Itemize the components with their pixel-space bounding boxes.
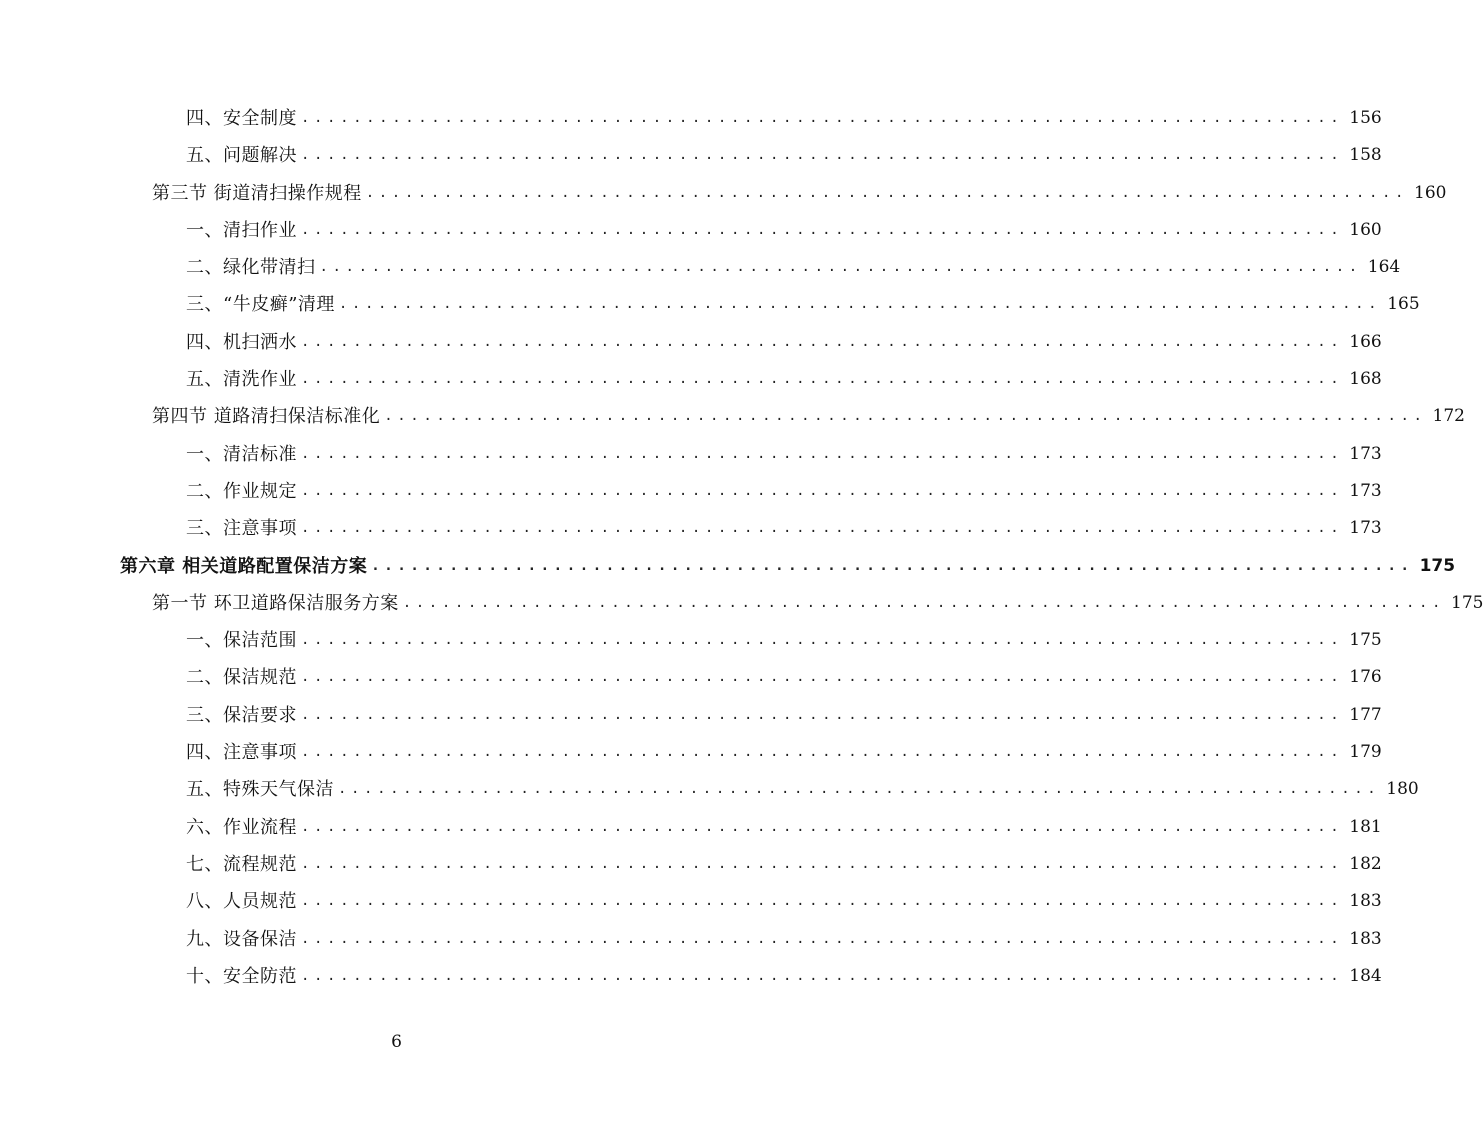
toc-entry-title: 六、作业流程	[186, 816, 297, 838]
toc-item-entry[interactable]	[0, 883, 1382, 920]
toc-entry-page: 160	[1349, 219, 1382, 240]
toc-item-entry[interactable]	[0, 473, 1382, 510]
toc-entry-title: 四、机扫洒水	[186, 331, 297, 353]
toc-entry-page: 175	[1349, 630, 1382, 651]
toc-entry-title: 第一节 环卫道路保洁服务方案	[152, 592, 399, 614]
toc-entry-title: 一、清洁标准	[186, 443, 297, 465]
toc-entry-title: 七、流程规范	[186, 853, 297, 875]
toc-entry-title: 九、设备保洁	[186, 928, 297, 950]
toc-dot-leader: ................................................................................	[301, 221, 1344, 238]
toc-item-entry[interactable]	[0, 734, 1382, 771]
toc-entry-title: 第三节 街道清扫操作规程	[152, 182, 362, 204]
toc-item-entry[interactable]	[0, 921, 1382, 958]
toc-dot-leader: ................................................................................	[365, 184, 1409, 201]
table-of-contents	[0, 100, 1483, 995]
toc-item-entry[interactable]	[0, 958, 1382, 995]
toc-item-entry[interactable]	[0, 286, 1420, 323]
toc-entry-page: 180	[1386, 779, 1419, 800]
toc-entry-title: 八、人员规范	[186, 891, 297, 913]
toc-entry-title: 五、清洗作业	[186, 369, 297, 391]
toc-entry-page: 176	[1349, 667, 1382, 688]
toc-item-entry[interactable]	[0, 809, 1382, 846]
toc-entry-page: 156	[1349, 108, 1382, 128]
toc-entry-page: 158	[1349, 145, 1382, 166]
toc-dot-leader: ................................................................................	[301, 706, 1344, 723]
toc-item-entry[interactable]	[0, 137, 1382, 174]
toc-dot-leader: ................................................................................	[301, 967, 1344, 984]
toc-dot-leader: ................................................................................	[371, 557, 1414, 574]
toc-entry-page: 165	[1387, 294, 1420, 315]
toc-item-entry[interactable]	[0, 249, 1401, 286]
toc-entry-title: 二、绿化带清扫	[186, 257, 316, 279]
toc-dot-leader: ................................................................................	[338, 781, 1381, 798]
toc-entry-title: 一、清扫作业	[186, 219, 297, 241]
toc-dot-leader: ................................................................................	[338, 296, 1382, 313]
toc-entry-title: 第六章 相关道路配置保洁方案	[120, 555, 368, 577]
toc-entry-page: 173	[1349, 480, 1382, 501]
toc-section-entry[interactable]	[0, 585, 1483, 622]
toc-entry-title: 一、保洁范围	[186, 630, 297, 652]
toc-chapter-entry[interactable]	[0, 548, 1456, 585]
toc-dot-leader: ................................................................................	[301, 520, 1344, 537]
toc-entry-title: 二、保洁规范	[186, 667, 297, 689]
toc-section-entry[interactable]	[0, 398, 1465, 435]
toc-entry-page: 181	[1349, 816, 1382, 837]
toc-entry-title: 二、作业规定	[186, 480, 297, 502]
toc-dot-leader: ................................................................................	[301, 482, 1344, 499]
toc-entry-page: 175	[1419, 555, 1456, 576]
toc-section-entry[interactable]	[0, 175, 1447, 212]
toc-item-entry[interactable]	[0, 846, 1382, 883]
toc-item-entry[interactable]	[0, 100, 1382, 137]
toc-entry-page: 168	[1349, 369, 1382, 390]
toc-entry-page: 183	[1349, 928, 1382, 949]
toc-item-entry[interactable]	[0, 771, 1419, 808]
toc-item-entry[interactable]	[0, 212, 1382, 249]
toc-item-entry[interactable]	[0, 436, 1382, 473]
toc-entry-page: 166	[1349, 331, 1382, 352]
toc-dot-leader: ................................................................................	[301, 110, 1344, 126]
toc-item-entry[interactable]	[0, 697, 1382, 734]
toc-dot-leader: ................................................................................	[301, 669, 1344, 686]
toc-entry-page: 184	[1349, 965, 1382, 986]
toc-entry-title: 四、安全制度	[186, 108, 297, 129]
toc-entry-title: 第四节 道路清扫保洁标准化	[152, 406, 381, 428]
toc-entry-title: 五、特殊天气保洁	[186, 779, 334, 801]
page-number: 6	[391, 1032, 402, 1052]
toc-entry-page: 179	[1349, 742, 1382, 763]
toc-dot-leader: ................................................................................	[402, 594, 1446, 611]
toc-entry-title: 十、安全防范	[186, 965, 297, 987]
toc-item-entry[interactable]	[0, 510, 1382, 547]
toc-dot-leader: ................................................................................	[301, 930, 1344, 947]
toc-item-entry[interactable]	[0, 324, 1382, 361]
toc-item-entry[interactable]	[0, 659, 1382, 696]
toc-entry-page: 173	[1349, 518, 1382, 539]
toc-dot-leader: ................................................................................	[301, 147, 1344, 164]
toc-entry-page: 177	[1349, 704, 1382, 725]
toc-dot-leader: ................................................................................	[301, 333, 1344, 350]
toc-dot-leader: ................................................................................	[301, 818, 1344, 835]
toc-dot-leader: ................................................................................	[384, 408, 1427, 425]
toc-dot-leader: ................................................................................	[301, 893, 1344, 910]
toc-entry-title: 四、注意事项	[186, 742, 297, 764]
toc-dot-leader: ................................................................................	[301, 371, 1344, 388]
toc-entry-page: 173	[1349, 443, 1382, 464]
toc-entry-title: 五、问题解决	[186, 145, 297, 167]
toc-dot-leader: ................................................................................	[301, 445, 1344, 462]
toc-dot-leader: ................................................................................	[301, 855, 1344, 872]
toc-dot-leader: ................................................................................	[301, 632, 1344, 649]
toc-entry-title: 三、保洁要求	[186, 704, 297, 726]
toc-item-entry[interactable]	[0, 622, 1382, 659]
toc-entry-page: 160	[1414, 182, 1447, 203]
toc-entry-title: 三、注意事项	[186, 518, 297, 540]
toc-entry-page: 175	[1451, 592, 1483, 613]
toc-dot-leader: ................................................................................	[301, 744, 1344, 761]
toc-entry-title: 三、“牛皮癣”清理	[186, 294, 335, 316]
toc-entry-page: 172	[1432, 406, 1465, 427]
toc-item-entry[interactable]	[0, 361, 1382, 398]
toc-entry-page: 182	[1349, 853, 1382, 874]
toc-dot-leader: ................................................................................	[319, 259, 1362, 276]
toc-entry-page: 164	[1367, 257, 1401, 278]
toc-entry-page: 183	[1349, 891, 1382, 912]
